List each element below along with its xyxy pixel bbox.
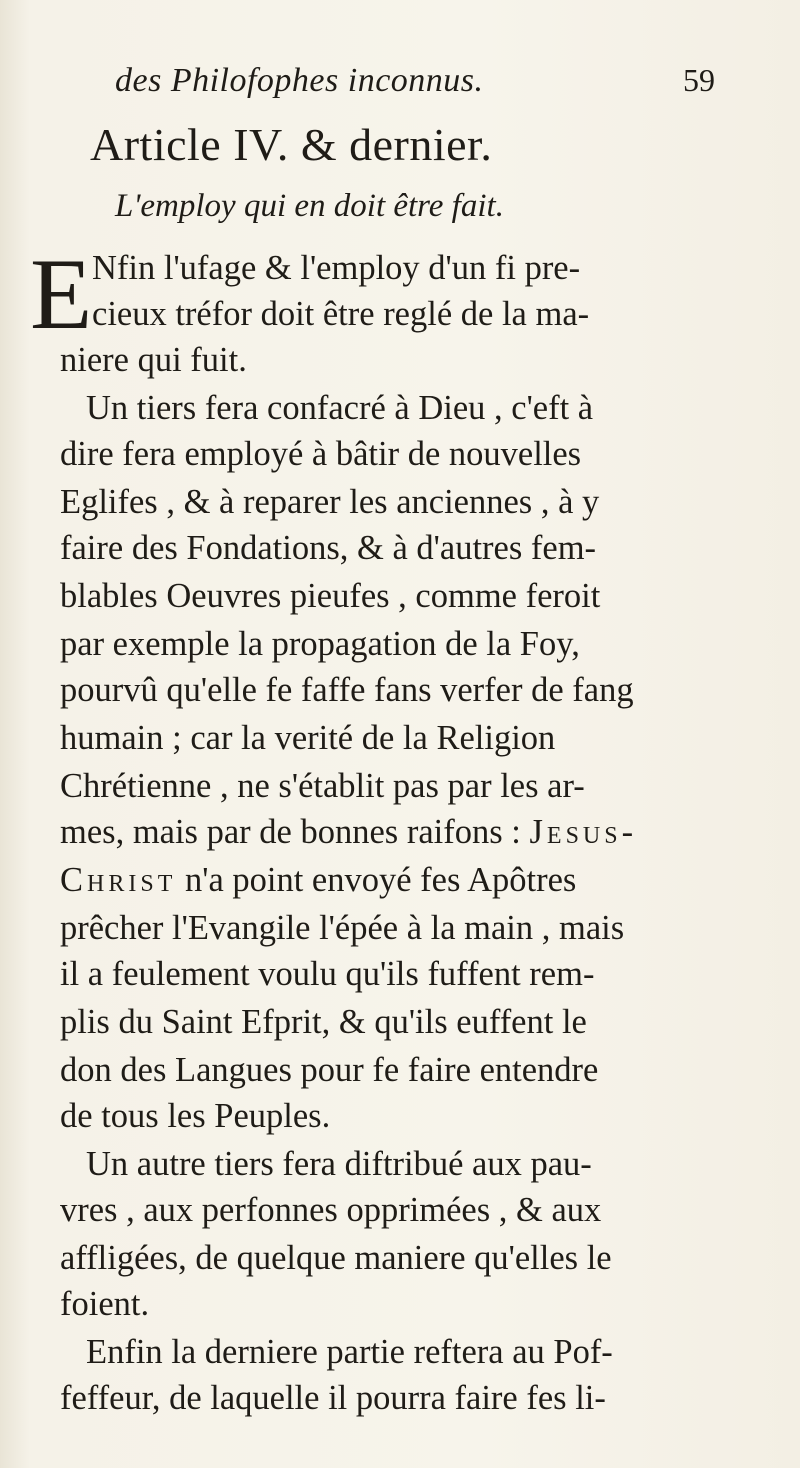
text-line: feffeur, de laquelle il pourra faire fes li- xyxy=(60,1379,606,1417)
article-title: Article IV. & dernier. xyxy=(90,119,493,170)
text-line: Enfin la derniere partie reftera au Pof- xyxy=(86,1333,613,1371)
text-line: Un autre tiers fera diftribué aux pau- xyxy=(86,1145,592,1183)
text-line: pourvû qu'elle fe faffe fans verfer de fang xyxy=(60,671,634,709)
text-line: prêcher l'Evangile l'épée à la main , mais xyxy=(60,909,625,947)
text-line xyxy=(60,812,637,852)
text-line: il a feulement voulu qu'ils fuffent rem- xyxy=(60,955,595,993)
text-line: niere qui fuit. xyxy=(60,341,247,379)
text-line: don des Langues pour fe faire entendre xyxy=(60,1051,599,1089)
text-line: cieux tréfor doit être reglé de la ma- xyxy=(92,295,590,333)
text-line: Un tiers fera confacré à Dieu , c'eft à xyxy=(86,389,594,427)
jesus-smallcaps: Jesus- xyxy=(529,813,638,851)
article-subtitle: L'employ qui en doit être fait. xyxy=(115,188,504,224)
text-line: plis du Saint Efprit, & qu'ils euffent le xyxy=(60,1003,587,1041)
text-line-part: n'a point envoyé fes Apôtres xyxy=(176,861,577,899)
text-line: Chrétienne , ne s'établit pas par les ar- xyxy=(60,767,585,805)
text-line: Nfin l'ufage & l'employ d'un fi pre- xyxy=(92,249,581,287)
drop-cap: E xyxy=(30,238,93,351)
christ-smallcaps: Christ xyxy=(60,861,177,899)
running-title: des Philofophes inconnus. xyxy=(115,62,484,99)
text-line: dire fera employé à bâtir de nouvelles xyxy=(60,435,582,473)
text-line: affligées, de quelque maniere qu'elles le xyxy=(60,1239,612,1277)
page-number: 59 xyxy=(683,62,715,98)
text-line: Eglifes , & à reparer les anciennes , à y xyxy=(60,483,600,521)
text-line: faire des Fondations, & à d'autres fem- xyxy=(60,529,597,567)
text-line: blables Oeuvres pieufes , comme feroit xyxy=(60,577,601,615)
text-line: par exemple la propagation de la Foy, xyxy=(60,625,580,663)
text-line: foient. xyxy=(60,1285,150,1323)
text-line xyxy=(60,860,576,900)
text-line: humain ; car la verité de la Religion xyxy=(60,719,556,757)
text-line: de tous les Peuples. xyxy=(60,1097,331,1135)
text-line: vres , aux perfonnes opprimées , & aux xyxy=(60,1191,602,1229)
text-line-part: mes, mais par de bonnes raifons : xyxy=(60,813,530,851)
